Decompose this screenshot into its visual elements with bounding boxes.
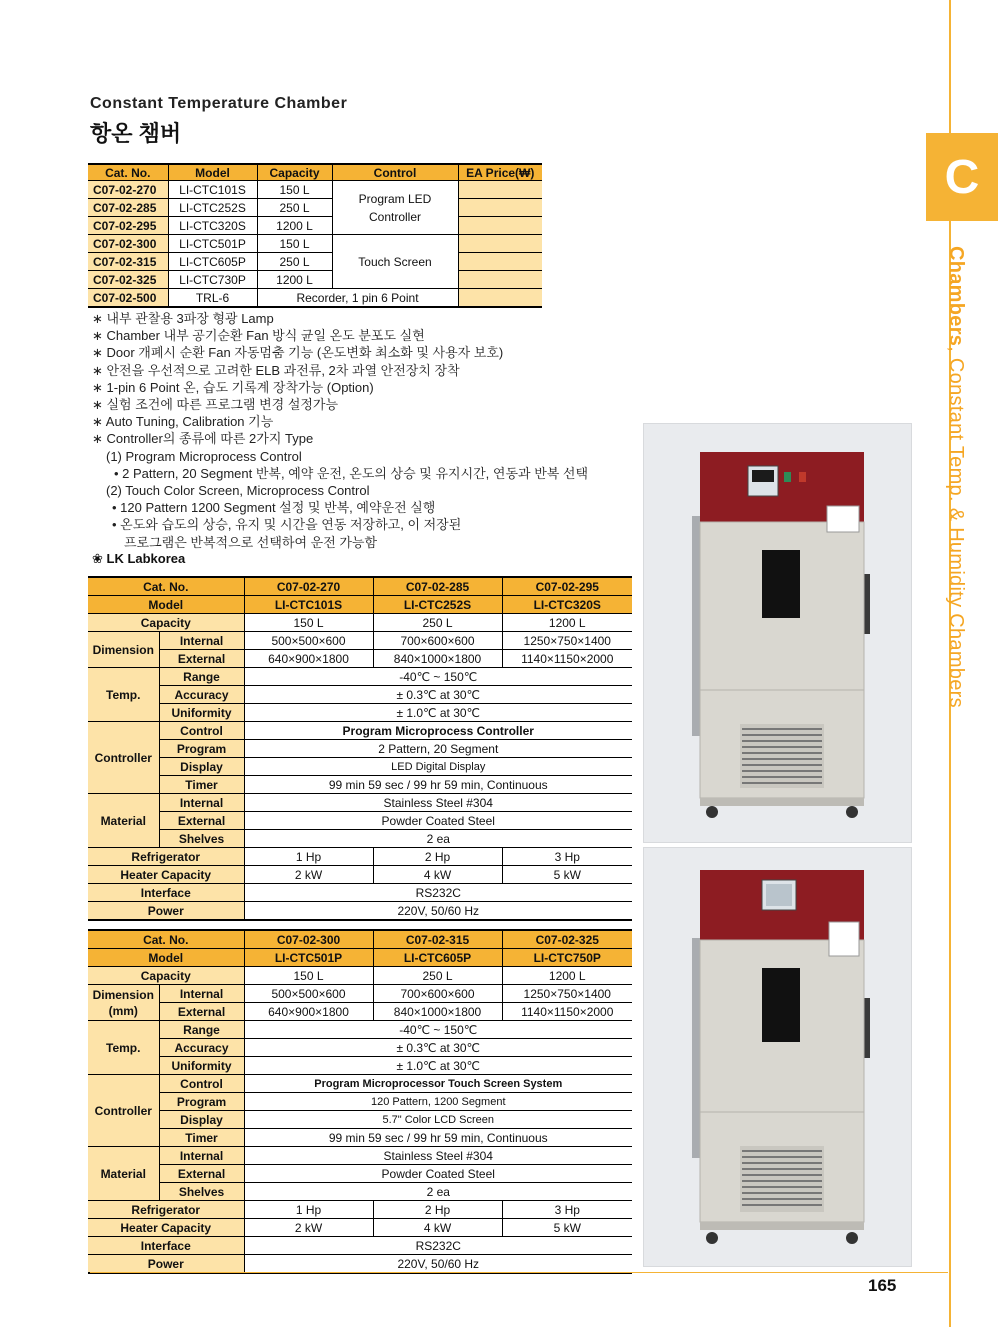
spec-model: LI-CTC501P: [244, 949, 373, 967]
spec-label: Heater Capacity: [88, 866, 244, 884]
page-title-ko: 항온 챔버: [90, 121, 182, 146]
spec-label: External: [159, 650, 244, 668]
model: LI-CTC252S: [168, 199, 257, 217]
spec-group-label: Controller: [88, 1075, 159, 1147]
spec-model: LI-CTC252S: [373, 596, 502, 614]
spec-label: Timer: [159, 1129, 244, 1147]
cat-no: C07-02-285: [88, 199, 168, 217]
spec-cat: C07-02-325: [502, 930, 632, 949]
spec-value: 120 Pattern, 1200 Segment: [244, 1093, 632, 1111]
table-row: [88, 271, 542, 289]
chamber-illustration: [644, 424, 911, 842]
side-title-bold: Chambers: [945, 246, 967, 347]
model: LI-CTC501P: [168, 235, 257, 253]
price-cell: [458, 289, 542, 308]
product-photo-touch-chamber: [643, 847, 912, 1267]
spec-cat: C07-02-270: [244, 577, 373, 596]
spec-value: 1140×1150×2000: [502, 650, 632, 668]
spec-value: RS232C: [244, 1237, 632, 1255]
feature-item: ∗ Chamber 내부 공기순환 Fan 방식 균일 온도 분포도 실현: [92, 328, 425, 344]
spec-label: Range: [159, 668, 244, 686]
catalog-table: [88, 163, 542, 308]
spec-group-label: [88, 985, 159, 1021]
spec-label: Cat. No.: [88, 930, 244, 949]
spec-group-label: Material: [88, 1147, 159, 1201]
capacity: 150 L: [257, 181, 332, 199]
spec-value: 2 kW: [244, 866, 373, 884]
feature-item: ∗ Controller의 종류에 따른 2가지 Type: [92, 431, 314, 447]
feature-subitem: (2) Touch Color Screen, Microprocess Control: [106, 483, 370, 499]
spec-value: 1250×750×1400: [502, 632, 632, 650]
price-cell: [458, 199, 542, 217]
spec-label: Internal: [159, 632, 244, 650]
spec-label: Interface: [88, 884, 244, 902]
spec-label: Internal: [159, 985, 244, 1003]
model: LI-CTC101S: [168, 181, 257, 199]
spec-label: Accuracy: [159, 1039, 244, 1057]
spec-label: Power: [88, 902, 244, 921]
spec-label: Shelves: [159, 1183, 244, 1201]
spec-value: 1250×750×1400: [502, 985, 632, 1003]
spec-value: -40℃ ~ 150℃: [244, 1021, 632, 1039]
capacity: 150 L: [257, 235, 332, 253]
control-a-line1: Program LED: [358, 191, 432, 206]
spec-label: Capacity: [88, 614, 244, 632]
spec-label: External: [159, 1165, 244, 1183]
feature-detail: • 2 Pattern, 20 Segment 반복, 예약 운전, 온도의 상승 및 유지시간, 연동과 반복 선택: [114, 465, 589, 481]
chamber-illustration: [644, 848, 911, 1266]
spec-label: Model: [88, 596, 244, 614]
table-row: [88, 199, 542, 217]
spec-value: RS232C: [244, 884, 632, 902]
control-a-line2: Controller: [368, 209, 422, 224]
spec-label: Shelves: [159, 830, 244, 848]
side-chapter-title: [944, 246, 967, 708]
spec-group-label: Dimension: [88, 632, 159, 668]
spec-label: Control: [159, 1075, 244, 1093]
feature-subitem: (1) Program Microprocess Control: [106, 448, 302, 464]
spec-label: Uniformity: [159, 704, 244, 722]
spec-value: 150 L: [244, 614, 373, 632]
spec-value: 5 kW: [502, 1219, 632, 1237]
feature-detail: 프로그램은 반복적으로 선택하여 운전 가능함: [124, 534, 378, 550]
spec-label: Capacity: [88, 967, 244, 985]
spec-model: LI-CTC320S: [502, 596, 632, 614]
spec-label: Program: [159, 740, 244, 758]
col-header: Model: [168, 164, 257, 181]
spec-value: 5 kW: [502, 866, 632, 884]
spec-value: 2 kW: [244, 1219, 373, 1237]
spec-label: Range: [159, 1021, 244, 1039]
spec-value: 1 Hp: [244, 848, 373, 866]
spec-value: 1200 L: [502, 967, 632, 985]
page-number: 165: [868, 1276, 897, 1295]
feature-detail: • 120 Pattern 1200 Segment 설정 및 반복, 예약운전 실행: [112, 500, 436, 516]
spec-label: Display: [159, 1111, 244, 1129]
side-title-rest: , Constant Temp. & Humidity Chambers: [945, 346, 967, 708]
spec-value: Powder Coated Steel: [244, 812, 632, 830]
spec-value: -40℃ ~ 150℃: [244, 668, 632, 686]
table-row: [88, 253, 542, 271]
spec-value: ± 1.0℃ at 30℃: [244, 704, 632, 722]
spec-value: 840×1000×1800: [373, 1003, 502, 1021]
spec-value: 250 L: [373, 614, 502, 632]
spec-value: 500×500×600: [244, 985, 373, 1003]
spec-value: 3 Hp: [502, 1201, 632, 1219]
spec-value: Stainless Steel #304: [244, 1147, 632, 1165]
price-cell: [458, 217, 542, 235]
spec-label: External: [159, 812, 244, 830]
spec-value: ± 0.3℃ at 30℃: [244, 1039, 632, 1057]
spec-value: ± 1.0℃ at 30℃: [244, 1057, 632, 1075]
cat-no: C07-02-325: [88, 271, 168, 289]
spec-cat: C07-02-295: [502, 577, 632, 596]
section-tab: [926, 133, 998, 221]
spec-label: Accuracy: [159, 686, 244, 704]
spec-label: Refrigerator: [88, 848, 244, 866]
feature-item: ∗ 실험 조건에 따른 프로그램 변경 설정가능: [92, 397, 339, 413]
table-row: [88, 235, 542, 253]
spec-label: Refrigerator: [88, 1201, 244, 1219]
control-cell-a: [332, 181, 458, 235]
capacity: 1200 L: [257, 271, 332, 289]
control-cell-b: Touch Screen: [332, 235, 458, 289]
spec-value: 99 min 59 sec / 99 hr 59 min, Continuous: [244, 776, 632, 794]
capacity: 1200 L: [257, 217, 332, 235]
spec-value: 2 Pattern, 20 Segment: [244, 740, 632, 758]
spec-group-label: Temp.: [88, 668, 159, 722]
spec-value: 640×900×1800: [244, 1003, 373, 1021]
spec-value: 1140×1150×2000: [502, 1003, 632, 1021]
spec-label: External: [159, 1003, 244, 1021]
feature-item: ∗ Door 개폐시 순환 Fan 자동멈춤 기능 (온도변화 최소화 및 사용자 보호): [92, 345, 504, 361]
table-row: [88, 181, 542, 199]
cat-no: C07-02-295: [88, 217, 168, 235]
spec-cat: C07-02-315: [373, 930, 502, 949]
spec-label: Model: [88, 949, 244, 967]
spec-value: 99 min 59 sec / 99 hr 59 min, Continuous: [244, 1129, 632, 1147]
feature-item: ∗ Auto Tuning, Calibration 기능: [92, 414, 274, 430]
spec-value: 2 Hp: [373, 848, 502, 866]
model: TRL-6: [168, 289, 257, 308]
spec-value: Stainless Steel #304: [244, 794, 632, 812]
page-title-en: Constant Temperature Chamber: [90, 95, 348, 112]
dimension-unit: (mm): [108, 1003, 138, 1018]
cat-no: C07-02-270: [88, 181, 168, 199]
spec-model: LI-CTC605P: [373, 949, 502, 967]
spec-value: 700×600×600: [373, 985, 502, 1003]
spec-table-1: [88, 576, 632, 921]
spec-value: 5.7" Color LCD Screen: [244, 1111, 632, 1129]
feature-detail: • 온도와 습도의 상승, 유지 및 시간을 연동 저장하고, 이 저장된: [112, 517, 462, 533]
spec-value: 2 ea: [244, 830, 632, 848]
recorder-desc: Recorder, 1 pin 6 Point: [257, 289, 458, 308]
spec-value: 220V, 50/60 Hz: [244, 1255, 632, 1274]
spec-table-2: [88, 929, 632, 1274]
spec-group-label: Material: [88, 794, 159, 848]
feature-item: ∗ 안전을 우선적으로 고려한 ELB 과전류, 2차 과열 안전장치 장착: [92, 362, 460, 378]
spec-cat: C07-02-285: [373, 577, 502, 596]
capacity: 250 L: [257, 199, 332, 217]
spec-label: Cat. No.: [88, 577, 244, 596]
spec-model: LI-CTC101S: [244, 596, 373, 614]
spec-label: Uniformity: [159, 1057, 244, 1075]
spec-label: Interface: [88, 1237, 244, 1255]
spec-label: Display: [159, 758, 244, 776]
spec-value: Program Microprocessor Touch Screen System: [244, 1075, 632, 1093]
spec-value: 2 Hp: [373, 1201, 502, 1219]
price-cell: [458, 235, 542, 253]
spec-value: 220V, 50/60 Hz: [244, 902, 632, 921]
spec-group-label: Temp.: [88, 1021, 159, 1075]
spec-label: Timer: [159, 776, 244, 794]
capacity: 250 L: [257, 253, 332, 271]
feature-item: ∗ 1-pin 6 Point 온, 습도 기록계 장착가능 (Option): [92, 379, 374, 395]
spec-value: 150 L: [244, 967, 373, 985]
spec-value: 700×600×600: [373, 632, 502, 650]
table-row: [88, 217, 542, 235]
cat-no: C07-02-315: [88, 253, 168, 271]
model: LI-CTC605P: [168, 253, 257, 271]
col-header: EA Price(₩): [458, 164, 542, 181]
model: LI-CTC320S: [168, 217, 257, 235]
spec-label: Program: [159, 1093, 244, 1111]
spec-value: 4 kW: [373, 866, 502, 884]
spec-value: 840×1000×1800: [373, 650, 502, 668]
spec-model: LI-CTC750P: [502, 949, 632, 967]
feature-item: ∗ 내부 관찰용 3파장 형광 Lamp: [92, 311, 274, 326]
spec-label: Internal: [159, 1147, 244, 1165]
price-cell: [458, 181, 542, 199]
spec-label: Control: [159, 722, 244, 740]
spec-value: 250 L: [373, 967, 502, 985]
price-cell: [458, 271, 542, 289]
feature-list: [92, 310, 588, 551]
cat-no: C07-02-500: [88, 289, 168, 308]
table-row: [88, 289, 542, 308]
product-photo-led-chamber: [643, 423, 912, 843]
spec-value: ± 0.3℃ at 30℃: [244, 686, 632, 704]
spec-value: 2 ea: [244, 1183, 632, 1201]
spec-value: Program Microprocess Controller: [244, 722, 632, 740]
col-header: Control: [332, 164, 458, 181]
price-cell: [458, 253, 542, 271]
spec-label: Internal: [159, 794, 244, 812]
col-header: Capacity: [257, 164, 332, 181]
footer-line: [90, 1272, 948, 1273]
model: LI-CTC730P: [168, 271, 257, 289]
spec-label: Power: [88, 1255, 244, 1274]
spec-group-label: Controller: [88, 722, 159, 794]
spec-value: Powder Coated Steel: [244, 1165, 632, 1183]
spec-value: 1200 L: [502, 614, 632, 632]
brand-label: ❀ LK Labkorea: [92, 551, 186, 566]
dimension-label: Dimension: [92, 987, 154, 1002]
spec-value: 500×500×600: [244, 632, 373, 650]
spec-value: 1 Hp: [244, 1201, 373, 1219]
cat-no: C07-02-300: [88, 235, 168, 253]
spec-cat: C07-02-300: [244, 930, 373, 949]
spec-value: 640×900×1800: [244, 650, 373, 668]
col-header: Cat. No.: [88, 164, 168, 181]
spec-value: 4 kW: [373, 1219, 502, 1237]
section-letter: C: [944, 150, 980, 204]
spec-value: LED Digital Display: [244, 758, 632, 776]
spec-label: Heater Capacity: [88, 1219, 244, 1237]
spec-value: 3 Hp: [502, 848, 632, 866]
